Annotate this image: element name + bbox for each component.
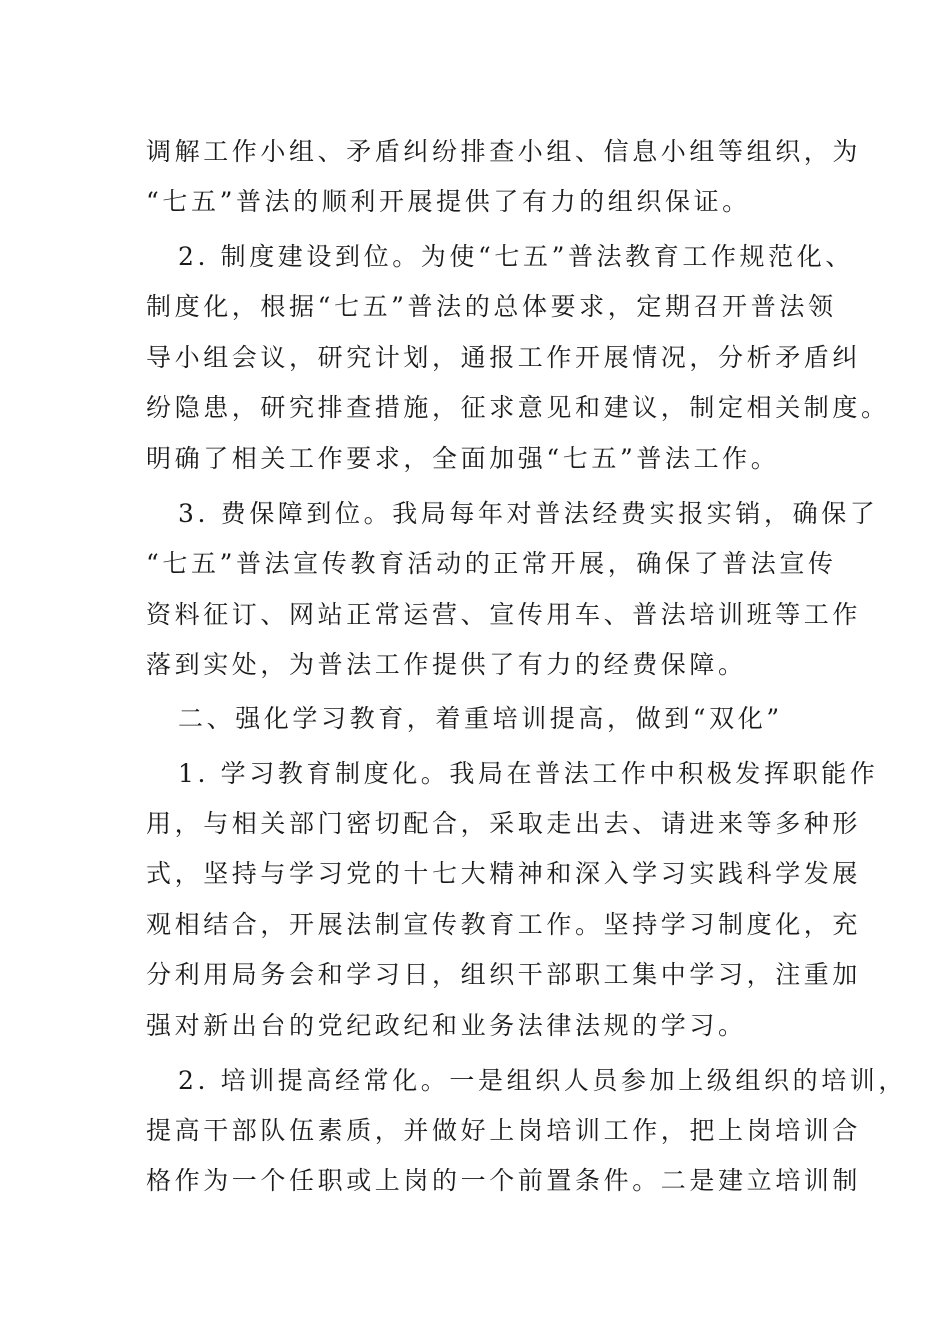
text-line: 纷隐患，研究排查措施，征求意见和建议，制定相关制度。 [146, 393, 890, 422]
text-line: 分利用局务会和学习日，组织干部职工集中学习，注重加 [146, 960, 862, 989]
text-line: 调解工作小组、矛盾纠纷排查小组、信息小组等组织，为 [146, 137, 862, 166]
text-line: 用，与相关部门密切配合，采取走出去、请进来等多种形 [146, 809, 862, 838]
text-line: 强对新出台的党纪政纪和业务法律法规的学习。 [146, 1011, 747, 1040]
text-line: 落到实处，为普法工作提供了有力的经费保障。 [146, 650, 747, 679]
section-heading: 二、强化学习教育，着重培训提高，做到“双化” [178, 704, 783, 733]
text-line: 观相结合，开展法制宣传教育工作。坚持学习制度化，充 [146, 910, 862, 939]
text-line: 制度化，根据“七五”普法的总体要求，定期召开普法领 [146, 292, 837, 321]
text-line: 明确了相关工作要求，全面加强“七五”普法工作。 [146, 444, 780, 473]
text-line: “七五”普法宣传教育活动的正常开展，确保了普法宣传 [146, 549, 837, 578]
paragraph-first-line: 1. 学习教育制度化。我局在普法工作中积极发挥职能作 [178, 759, 879, 788]
text-line: 格作为一个任职或上岗的一个前置条件。二是建立培训制 [146, 1166, 862, 1195]
text-line: 提高干部队伍素质，并做好上岗培训工作，把上岗培训合 [146, 1116, 862, 1145]
paragraph-first-line: 2. 培训提高经常化。一是组织人员参加上级组织的培训， [178, 1066, 908, 1095]
text-line: “七五”普法的顺利开展提供了有力的组织保证。 [146, 187, 751, 216]
paragraph-first-line: 2. 制度建设到位。为使“七五”普法教育工作规范化、 [178, 242, 854, 271]
text-line: 资料征订、网站正常运营、宣传用车、普法培训班等工作 [146, 600, 862, 629]
text-line: 式，坚持与学习党的十七大精神和深入学习实践科学发展 [146, 859, 862, 888]
paragraph-first-line: 3. 费保障到位。我局每年对普法经费实报实销，确保了 [178, 499, 879, 528]
text-line: 导小组会议，研究计划，通报工作开展情况，分析矛盾纠 [146, 343, 862, 372]
